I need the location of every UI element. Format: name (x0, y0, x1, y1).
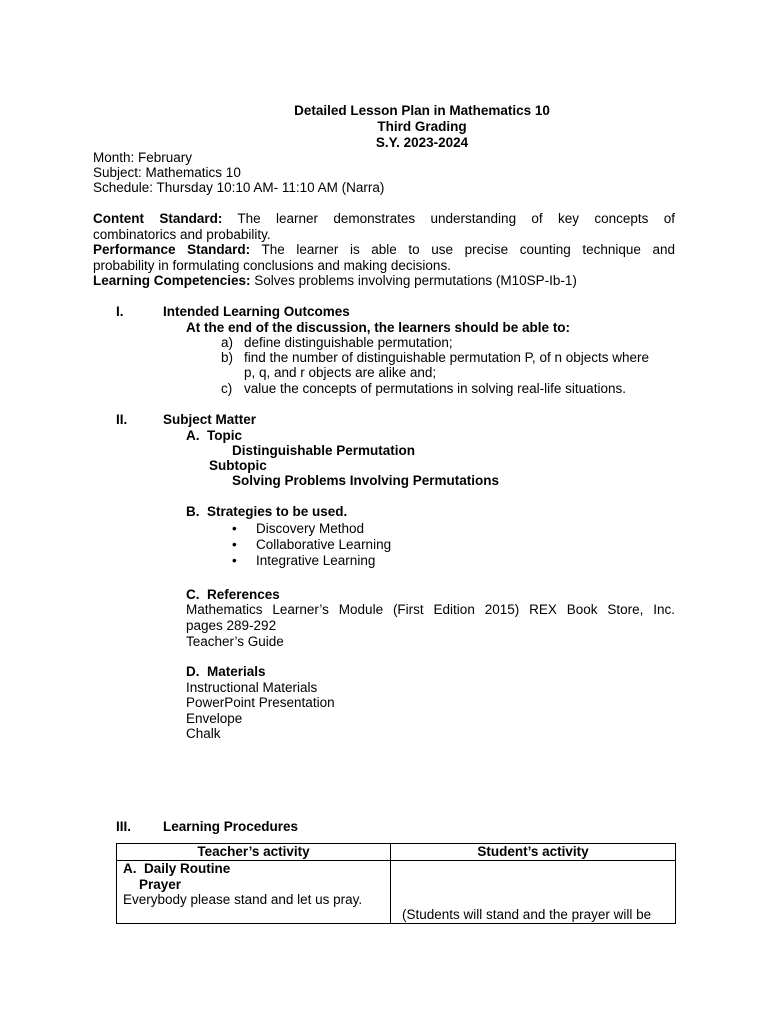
outcome-item-b-cont: p, q, and r objects are alike and; (244, 365, 437, 380)
references-label: C. References (186, 587, 280, 602)
schedule-line: Schedule: Thursday 10:10 AM- 11:10 AM (Narra) (93, 180, 385, 195)
strategy-item: Discovery Method (256, 521, 365, 536)
subject-line: Subject: Mathematics 10 (93, 165, 241, 180)
document-title: Detailed Lesson Plan in Mathematics 10 (294, 103, 550, 118)
topic-label: A. Topic (186, 428, 242, 443)
student-activity-cell (391, 861, 676, 924)
outcomes-heading: Intended Learning Outcomes (163, 304, 350, 319)
bullet-icon: • (232, 537, 237, 552)
strategy-item: Collaborative Learning (256, 537, 392, 552)
table-header-row (117, 844, 676, 861)
section-numeral-1: I. (116, 304, 124, 319)
student-activity-text: (Students will stand and the prayer will be (402, 907, 652, 922)
references-guide: Teacher’s Guide (186, 634, 284, 649)
outcome-marker-b: b) (221, 350, 234, 365)
content-standard-text: The learner demonstrates understanding of key concepts of (237, 211, 675, 226)
content-standard-cont: combinatorics and probability. (93, 227, 271, 242)
teacher-activity-cell (117, 861, 391, 924)
outcome-item-a: define distinguishable permutation; (244, 335, 453, 350)
learning-competencies-text: Solves problems involving permutations (M10SP-Ib-1) (254, 273, 577, 288)
materials-label: D. Materials (186, 664, 266, 679)
outcome-marker-a: a) (221, 335, 234, 350)
section-numeral-3: III. (116, 819, 132, 834)
procedures-heading: Learning Procedures (163, 819, 299, 834)
subtopic-label: Subtopic (209, 458, 267, 473)
bullet-icon: • (232, 521, 237, 536)
content-standard-label: Content Standard: (93, 211, 223, 226)
procedures-table (116, 843, 676, 924)
teacher-activity-header: Teacher’s activity (117, 844, 391, 861)
teacher-activity-text: Everybody please stand and let us pray. (123, 892, 363, 907)
section-numeral-2: II. (116, 412, 128, 427)
performance-standard-text: The learner is able to use precise counting technique and (261, 242, 675, 257)
material-item: Chalk (186, 726, 221, 741)
references-pages: pages 289-292 (186, 618, 277, 633)
references-line: Mathematics Learner’s Module (First Edition 2015) REX Book Store, Inc. (186, 602, 675, 617)
subtopic-value: Solving Problems Involving Permutations (232, 473, 500, 488)
performance-standard-cont: probability in formulating conclusions and making decisions. (93, 258, 451, 273)
performance-standard-label: Performance Standard: (93, 242, 251, 257)
outcome-marker-c: c) (221, 381, 233, 396)
strategy-item: Integrative Learning (256, 553, 376, 568)
table-row (117, 861, 676, 924)
prayer-label: Prayer (139, 876, 182, 892)
learning-competencies (93, 273, 577, 289)
performance-standard (93, 242, 675, 258)
school-year: S.Y. 2023-2024 (375, 135, 469, 150)
learning-competencies-label: Learning Competencies: (93, 273, 251, 288)
month-line: Month: February (93, 150, 193, 165)
student-activity-header: Student’s activity (391, 844, 676, 861)
grading-period: Third Grading (377, 119, 467, 134)
topic-value: Distinguishable Permutation (232, 443, 416, 458)
material-item: Envelope (186, 711, 243, 726)
material-item: PowerPoint Presentation (186, 695, 335, 710)
outcomes-intro: At the end of the discussion, the learners should be able to: (186, 320, 571, 335)
outcome-item-b: find the number of distinguishable permutation P, of n objects where (244, 350, 649, 365)
strategies-label: B. Strategies to be used. (186, 504, 348, 519)
outcome-item-c: value the concepts of permutations in solving real-life situations. (244, 381, 626, 396)
material-item: Instructional Materials (186, 680, 318, 695)
bullet-icon: • (232, 553, 237, 568)
subject-matter-heading: Subject Matter (163, 412, 257, 427)
content-standard (93, 211, 675, 227)
daily-routine-label: A. Daily Routine (123, 861, 231, 876)
